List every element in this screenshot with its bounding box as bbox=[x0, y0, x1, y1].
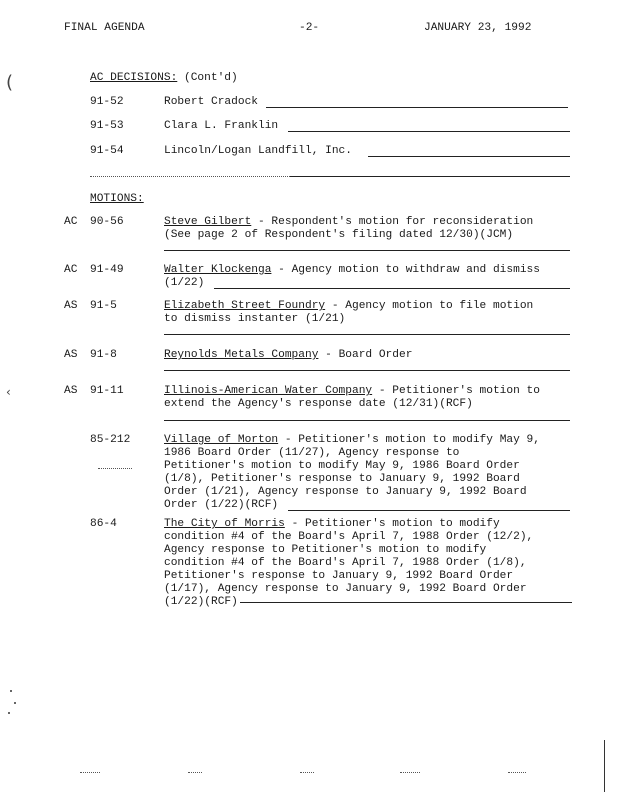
scan-dots bbox=[300, 772, 314, 773]
header-date: JANUARY 23, 1992 bbox=[424, 22, 532, 34]
signature-line bbox=[288, 131, 570, 132]
signature-line bbox=[266, 107, 568, 108]
ac-decisions-heading: AC DECISIONS: (Cont'd) bbox=[90, 72, 238, 84]
signature-line bbox=[214, 288, 570, 289]
divider bbox=[90, 176, 290, 177]
scan-speck bbox=[10, 690, 12, 692]
margin-mark: ‹ bbox=[6, 385, 11, 399]
divider bbox=[290, 176, 570, 177]
scan-dots bbox=[98, 468, 132, 469]
page-number: -2- bbox=[299, 22, 320, 34]
motions-heading: MOTIONS: bbox=[90, 193, 144, 205]
scan-speck bbox=[8, 712, 10, 714]
scan-dots bbox=[80, 772, 100, 773]
header-left: FINAL AGENDA bbox=[64, 22, 145, 34]
signature-line bbox=[164, 250, 570, 251]
signature-line bbox=[164, 420, 570, 421]
signature-line bbox=[288, 510, 570, 511]
scan-dots bbox=[400, 772, 420, 773]
scan-speck bbox=[14, 702, 16, 704]
scan-dots bbox=[508, 772, 526, 773]
margin-mark: ( bbox=[6, 72, 14, 93]
scan-dots bbox=[188, 772, 202, 773]
scan-edge bbox=[604, 740, 605, 792]
signature-line bbox=[164, 334, 570, 335]
signature-line bbox=[164, 370, 570, 371]
signature-line bbox=[240, 602, 572, 603]
signature-line bbox=[368, 156, 570, 157]
